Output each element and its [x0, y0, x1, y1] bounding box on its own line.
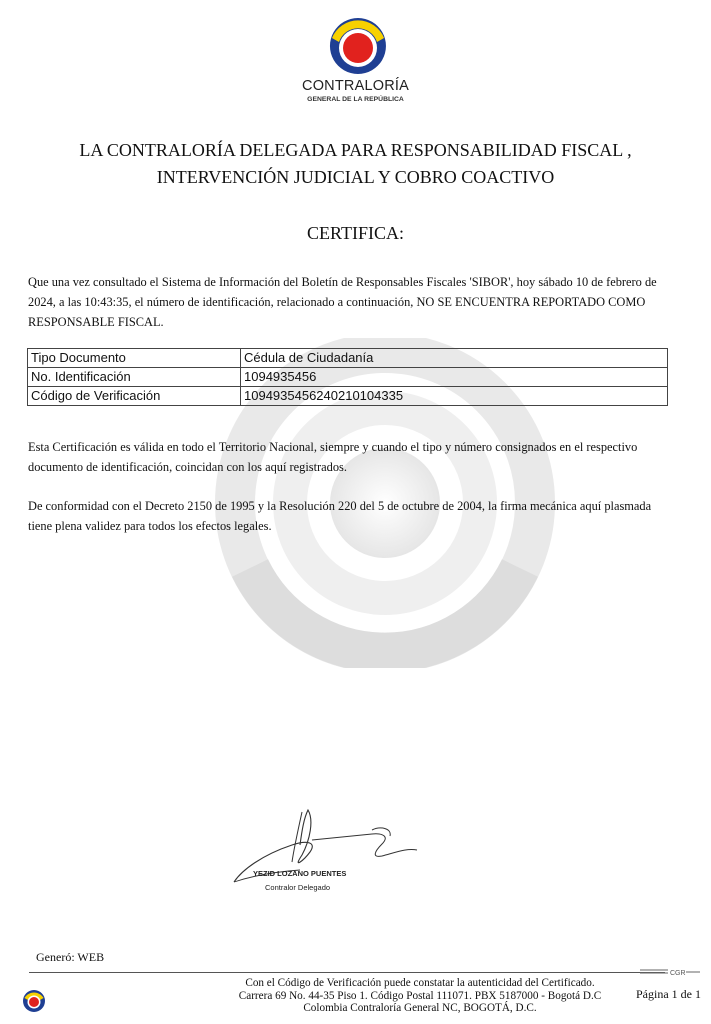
footer-line-3: Colombia Contraloría General NC, BOGOTÁ, D.C. — [303, 1002, 537, 1014]
identification-table — [27, 348, 668, 406]
footer-line-2: Carrera 69 No. 44-35 Piso 1. Código Postal 111071. PBX 5187000 - Bogotá D.C — [238, 989, 602, 1002]
table-label: No. Identificación — [28, 368, 241, 387]
document-title-line-1: LA CONTRALORÍA DELEGADA PARA RESPONSABILIDAD FISCAL , — [79, 140, 632, 160]
footer-divider — [29, 972, 665, 973]
table-value: Cédula de Ciudadanía — [241, 349, 668, 368]
certification-paragraph: Que una vez consultado el Sistema de Información del Boletín de Responsables Fiscales 'SIBOR', hoy sábado 10 de febrero de 2024, a las 10:43:35, el número de identificación, relacionado a continuación, NO SE ENCUENTRA REPORTADO COMO RESPONSABLE FISCAL. — [28, 275, 657, 329]
table-row — [28, 368, 668, 387]
table-label: Tipo Documento — [28, 349, 241, 368]
generated-by: Generó: WEB — [36, 950, 105, 964]
signatory-name: YEZID LOZANO PUENTES — [253, 869, 347, 878]
cgr-mark-icon — [640, 967, 700, 977]
legal-paragraph: De conformidad con el Decreto 2150 de 1995 y la Resolución 220 del 5 de octubre de 2004, la firma mecánica aquí plasmada tiene plena validez para todos los efectos legales. — [28, 499, 652, 533]
certifica-heading: CERTIFICA: — [307, 223, 404, 243]
small-logo-icon — [22, 989, 46, 1013]
footer-line-1: Con el Código de Verificación puede constatar la autenticidad del Certificado. — [245, 977, 595, 989]
document-title-line-2: INTERVENCIÓN JUDICIAL Y COBRO COACTIVO — [156, 167, 555, 187]
footer-address — [160, 977, 680, 1015]
page-number: Página 1 de 1 — [636, 987, 701, 1001]
signatory-role: Contralor Delegado — [265, 883, 331, 892]
cgr-mark-label: CGR — [670, 970, 686, 977]
validity-paragraph: Esta Certificación es válida en todo el Territorio Nacional, siempre y cuando el tipo y número consignados en el respectivo documento de identificación, coincidan con los aquí registrados. — [28, 440, 638, 474]
logo-subtitle: GENERAL DE LA REPÚBLICA — [307, 96, 404, 103]
table-label: Código de Verificación — [28, 387, 241, 406]
table-value: 1094935456 — [241, 368, 668, 387]
table-row — [28, 387, 668, 406]
contraloria-logo-icon — [318, 14, 398, 78]
table-value: 1094935456240210104335 — [241, 387, 668, 406]
logo-name: CONTRALORÍA — [302, 78, 409, 94]
table-row — [28, 349, 668, 368]
